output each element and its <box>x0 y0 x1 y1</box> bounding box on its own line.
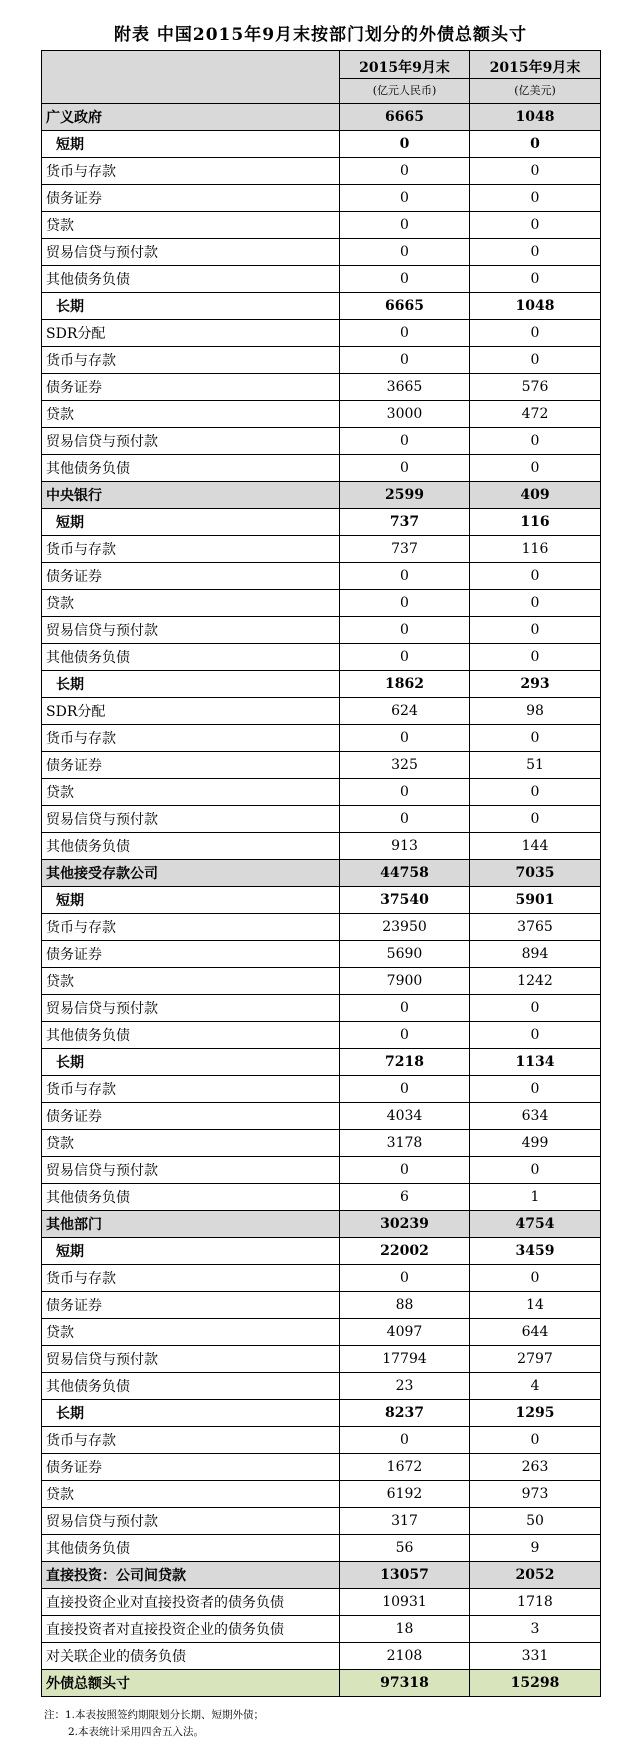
usd-value: 0 <box>470 1022 601 1049</box>
term-row <box>42 671 601 698</box>
usd-value: 0 <box>470 563 601 590</box>
row-label: 贷款 <box>42 779 340 806</box>
usd-value: 3 <box>470 1616 601 1643</box>
row-label: 贷款 <box>42 1481 340 1508</box>
table-row <box>42 752 601 779</box>
usd-value: 51 <box>470 752 601 779</box>
term-row <box>42 509 601 536</box>
sector-row <box>42 104 601 131</box>
usd-value: 0 <box>470 779 601 806</box>
usd-value: 0 <box>470 617 601 644</box>
row-label: 债务证券 <box>42 374 340 401</box>
usd-value: 50 <box>470 1508 601 1535</box>
usd-value: 3459 <box>470 1238 601 1265</box>
row-label: 短期 <box>42 1238 340 1265</box>
footnote-2: 2.本表统计采用四舍五入法。 <box>68 1726 205 1738</box>
table-row <box>42 1265 601 1292</box>
row-label: 其他债务负债 <box>42 1373 340 1400</box>
external-debt-table <box>41 50 601 1697</box>
usd-value: 116 <box>470 509 601 536</box>
rmb-value: 0 <box>340 266 470 293</box>
rmb-value: 0 <box>340 428 470 455</box>
usd-value: 409 <box>470 482 601 509</box>
usd-value: 0 <box>470 428 601 455</box>
term-row <box>42 1238 601 1265</box>
usd-value: 973 <box>470 1481 601 1508</box>
rmb-value: 13057 <box>340 1562 470 1589</box>
rmb-value: 3000 <box>340 401 470 428</box>
row-label: 贷款 <box>42 968 340 995</box>
table-row <box>42 347 601 374</box>
usd-value: 4 <box>470 1373 601 1400</box>
table-row <box>42 536 601 563</box>
rmb-value: 0 <box>340 590 470 617</box>
row-label: 货币与存款 <box>42 158 340 185</box>
usd-value: 0 <box>470 131 601 158</box>
usd-value: 7035 <box>470 860 601 887</box>
usd-value: 0 <box>470 590 601 617</box>
rmb-value: 1862 <box>340 671 470 698</box>
rmb-value: 0 <box>340 644 470 671</box>
row-label: 货币与存款 <box>42 914 340 941</box>
row-label: 直接投资：公司间贷款 <box>42 1562 340 1589</box>
usd-value: 1718 <box>470 1589 601 1616</box>
row-label: 其他债务负债 <box>42 455 340 482</box>
table-row <box>42 455 601 482</box>
row-label: 其他债务负债 <box>42 1184 340 1211</box>
table-row <box>42 1454 601 1481</box>
table-row <box>42 833 601 860</box>
rmb-value: 1672 <box>340 1454 470 1481</box>
usd-value: 0 <box>470 347 601 374</box>
rmb-value: 0 <box>340 239 470 266</box>
table-row <box>42 1076 601 1103</box>
rmb-value: 37540 <box>340 887 470 914</box>
rmb-value: 5690 <box>340 941 470 968</box>
rmb-value: 3665 <box>340 374 470 401</box>
row-label: 贷款 <box>42 1130 340 1157</box>
table-row <box>42 1292 601 1319</box>
row-label: 债务证券 <box>42 941 340 968</box>
rmb-value: 6665 <box>340 293 470 320</box>
row-label: 其他债务负债 <box>42 266 340 293</box>
rmb-value: 325 <box>340 752 470 779</box>
rmb-value: 6665 <box>340 104 470 131</box>
row-label: 对关联企业的债务负债 <box>42 1643 340 1670</box>
row-label: 贸易信贷与预付款 <box>42 428 340 455</box>
table-row <box>42 941 601 968</box>
header-usd-unit: (亿美元) <box>470 79 601 104</box>
usd-value: 9 <box>470 1535 601 1562</box>
rmb-value: 0 <box>340 185 470 212</box>
table-row <box>42 779 601 806</box>
usd-value: 0 <box>470 320 601 347</box>
rmb-value: 0 <box>340 320 470 347</box>
total-row <box>42 1670 601 1697</box>
row-label: 货币与存款 <box>42 1076 340 1103</box>
table-row <box>42 239 601 266</box>
rmb-value: 18 <box>340 1616 470 1643</box>
table-row <box>42 1508 601 1535</box>
row-label: 其他债务负债 <box>42 644 340 671</box>
usd-value: 293 <box>470 671 601 698</box>
rmb-value: 8237 <box>340 1400 470 1427</box>
rmb-value: 30239 <box>340 1211 470 1238</box>
table-row <box>42 212 601 239</box>
row-label: 直接投资企业对直接投资者的债务负债 <box>42 1589 340 1616</box>
table-row <box>42 1373 601 1400</box>
row-label: SDR分配 <box>42 698 340 725</box>
row-label: 货币与存款 <box>42 347 340 374</box>
row-label: 直接投资者对直接投资企业的债务负债 <box>42 1616 340 1643</box>
table-row <box>42 563 601 590</box>
table-row <box>42 1319 601 1346</box>
rmb-value: 10931 <box>340 1589 470 1616</box>
term-row <box>42 131 601 158</box>
usd-value: 98 <box>470 698 601 725</box>
table-row <box>42 968 601 995</box>
usd-value: 2797 <box>470 1346 601 1373</box>
row-label: 贷款 <box>42 590 340 617</box>
usd-value: 894 <box>470 941 601 968</box>
table-row <box>42 806 601 833</box>
rmb-value: 0 <box>340 806 470 833</box>
rmb-value: 7900 <box>340 968 470 995</box>
table-row <box>42 1643 601 1670</box>
row-label: 其他接受存款公司 <box>42 860 340 887</box>
table-body <box>42 104 601 1697</box>
page-title: 附表 中国2015年9月末按部门划分的外债总额头寸 <box>113 25 528 45</box>
rmb-value: 88 <box>340 1292 470 1319</box>
row-label: 贸易信贷与预付款 <box>42 239 340 266</box>
sector-row <box>42 860 601 887</box>
row-label: 债务证券 <box>42 185 340 212</box>
usd-value: 0 <box>470 1076 601 1103</box>
usd-value: 3765 <box>470 914 601 941</box>
row-label: 债务证券 <box>42 752 340 779</box>
row-label: 贷款 <box>42 212 340 239</box>
rmb-value: 6 <box>340 1184 470 1211</box>
usd-value: 116 <box>470 536 601 563</box>
usd-value: 1 <box>470 1184 601 1211</box>
rmb-value: 0 <box>340 779 470 806</box>
row-label: 其他债务负债 <box>42 833 340 860</box>
row-label: 货币与存款 <box>42 1427 340 1454</box>
row-label: 货币与存款 <box>42 725 340 752</box>
usd-value: 0 <box>470 158 601 185</box>
sector-row <box>42 482 601 509</box>
table-row <box>42 1157 601 1184</box>
rmb-value: 22002 <box>340 1238 470 1265</box>
usd-value: 634 <box>470 1103 601 1130</box>
usd-value: 499 <box>470 1130 601 1157</box>
rmb-value: 17794 <box>340 1346 470 1373</box>
row-label: 货币与存款 <box>42 1265 340 1292</box>
rmb-value: 0 <box>340 617 470 644</box>
row-label: 债务证券 <box>42 1103 340 1130</box>
usd-value: 1242 <box>470 968 601 995</box>
row-label: 贸易信贷与预付款 <box>42 1508 340 1535</box>
rmb-value: 913 <box>340 833 470 860</box>
rmb-value: 737 <box>340 509 470 536</box>
rmb-value: 0 <box>340 1157 470 1184</box>
row-label: 短期 <box>42 131 340 158</box>
table-row <box>42 1589 601 1616</box>
usd-value: 14 <box>470 1292 601 1319</box>
usd-value: 0 <box>470 455 601 482</box>
row-label: 其他债务负债 <box>42 1022 340 1049</box>
usd-value: 1134 <box>470 1049 601 1076</box>
usd-value: 331 <box>470 1643 601 1670</box>
row-label: 外债总额头寸 <box>42 1670 340 1697</box>
row-label: 中央银行 <box>42 482 340 509</box>
table-row <box>42 401 601 428</box>
rmb-value: 0 <box>340 158 470 185</box>
table-row <box>42 266 601 293</box>
rmb-value: 624 <box>340 698 470 725</box>
usd-value: 0 <box>470 1427 601 1454</box>
rmb-value: 317 <box>340 1508 470 1535</box>
table-row <box>42 185 601 212</box>
row-label: SDR分配 <box>42 320 340 347</box>
rmb-value: 3178 <box>340 1130 470 1157</box>
usd-value: 4754 <box>470 1211 601 1238</box>
row-label: 其他债务负债 <box>42 1535 340 1562</box>
table-row <box>42 914 601 941</box>
usd-value: 1048 <box>470 104 601 131</box>
footnote-1: 注：1.本表按照签约期限划分长期、短期外债； <box>44 1709 265 1721</box>
rmb-value: 4097 <box>340 1319 470 1346</box>
rmb-value: 0 <box>340 131 470 158</box>
usd-value: 1295 <box>470 1400 601 1427</box>
table-row <box>42 1184 601 1211</box>
header-rmb-period: 2015年9月末 <box>340 51 470 79</box>
rmb-value: 0 <box>340 347 470 374</box>
table-row <box>42 374 601 401</box>
row-label: 长期 <box>42 293 340 320</box>
table-row <box>42 995 601 1022</box>
table-row <box>42 725 601 752</box>
row-label: 贸易信贷与预付款 <box>42 617 340 644</box>
rmb-value: 0 <box>340 995 470 1022</box>
rmb-value: 2599 <box>340 482 470 509</box>
term-row <box>42 293 601 320</box>
rmb-value: 0 <box>340 1427 470 1454</box>
table-row <box>42 428 601 455</box>
rmb-value: 0 <box>340 455 470 482</box>
usd-value: 15298 <box>470 1670 601 1697</box>
table-row <box>42 1022 601 1049</box>
usd-value: 644 <box>470 1319 601 1346</box>
term-row <box>42 1049 601 1076</box>
table-row <box>42 698 601 725</box>
usd-value: 263 <box>470 1454 601 1481</box>
row-label: 短期 <box>42 509 340 536</box>
table-row <box>42 644 601 671</box>
footnotes <box>44 1707 264 1741</box>
usd-value: 2052 <box>470 1562 601 1589</box>
rmb-value: 4034 <box>340 1103 470 1130</box>
rmb-value: 0 <box>340 1022 470 1049</box>
table-row <box>42 590 601 617</box>
rmb-value: 56 <box>340 1535 470 1562</box>
table-row <box>42 320 601 347</box>
table-row <box>42 1616 601 1643</box>
usd-value: 0 <box>470 266 601 293</box>
table-row <box>42 617 601 644</box>
usd-value: 0 <box>470 995 601 1022</box>
rmb-value: 0 <box>340 1265 470 1292</box>
row-label: 贸易信贷与预付款 <box>42 1346 340 1373</box>
usd-value: 0 <box>470 212 601 239</box>
row-label: 其他部门 <box>42 1211 340 1238</box>
usd-value: 0 <box>470 725 601 752</box>
row-label: 贷款 <box>42 401 340 428</box>
usd-value: 0 <box>470 644 601 671</box>
table-row <box>42 1427 601 1454</box>
header-rmb-unit: (亿元人民币) <box>340 79 470 104</box>
rmb-value: 7218 <box>340 1049 470 1076</box>
table-row <box>42 1130 601 1157</box>
rmb-value: 97318 <box>340 1670 470 1697</box>
row-label: 债务证券 <box>42 1454 340 1481</box>
rmb-value: 2108 <box>340 1643 470 1670</box>
sector-row <box>42 1211 601 1238</box>
row-label: 债务证券 <box>42 563 340 590</box>
row-label: 长期 <box>42 1049 340 1076</box>
usd-value: 5901 <box>470 887 601 914</box>
table-row <box>42 158 601 185</box>
rmb-value: 0 <box>340 212 470 239</box>
rmb-value: 23950 <box>340 914 470 941</box>
usd-value: 1048 <box>470 293 601 320</box>
usd-value: 0 <box>470 806 601 833</box>
usd-value: 144 <box>470 833 601 860</box>
table-row <box>42 1346 601 1373</box>
rmb-value: 6192 <box>340 1481 470 1508</box>
row-label: 贸易信贷与预付款 <box>42 806 340 833</box>
row-label: 贷款 <box>42 1319 340 1346</box>
usd-value: 0 <box>470 185 601 212</box>
rmb-value: 44758 <box>340 860 470 887</box>
table-row <box>42 1535 601 1562</box>
row-label: 长期 <box>42 671 340 698</box>
row-label: 债务证券 <box>42 1292 340 1319</box>
usd-value: 472 <box>470 401 601 428</box>
rmb-value: 0 <box>340 563 470 590</box>
term-row <box>42 887 601 914</box>
rmb-value: 0 <box>340 725 470 752</box>
term-row <box>42 1400 601 1427</box>
table-row <box>42 1103 601 1130</box>
rmb-value: 737 <box>340 536 470 563</box>
sector-row <box>42 1562 601 1589</box>
row-label: 广义政府 <box>42 104 340 131</box>
table-row <box>42 1481 601 1508</box>
usd-value: 0 <box>470 1265 601 1292</box>
header-usd-period: 2015年9月末 <box>470 51 601 79</box>
rmb-value: 0 <box>340 1076 470 1103</box>
row-label: 货币与存款 <box>42 536 340 563</box>
usd-value: 0 <box>470 239 601 266</box>
row-label: 贸易信贷与预付款 <box>42 1157 340 1184</box>
usd-value: 0 <box>470 1157 601 1184</box>
rmb-value: 23 <box>340 1373 470 1400</box>
usd-value: 576 <box>470 374 601 401</box>
header-corner-cell <box>42 51 340 104</box>
row-label: 长期 <box>42 1400 340 1427</box>
row-label: 短期 <box>42 887 340 914</box>
row-label: 贸易信贷与预付款 <box>42 995 340 1022</box>
